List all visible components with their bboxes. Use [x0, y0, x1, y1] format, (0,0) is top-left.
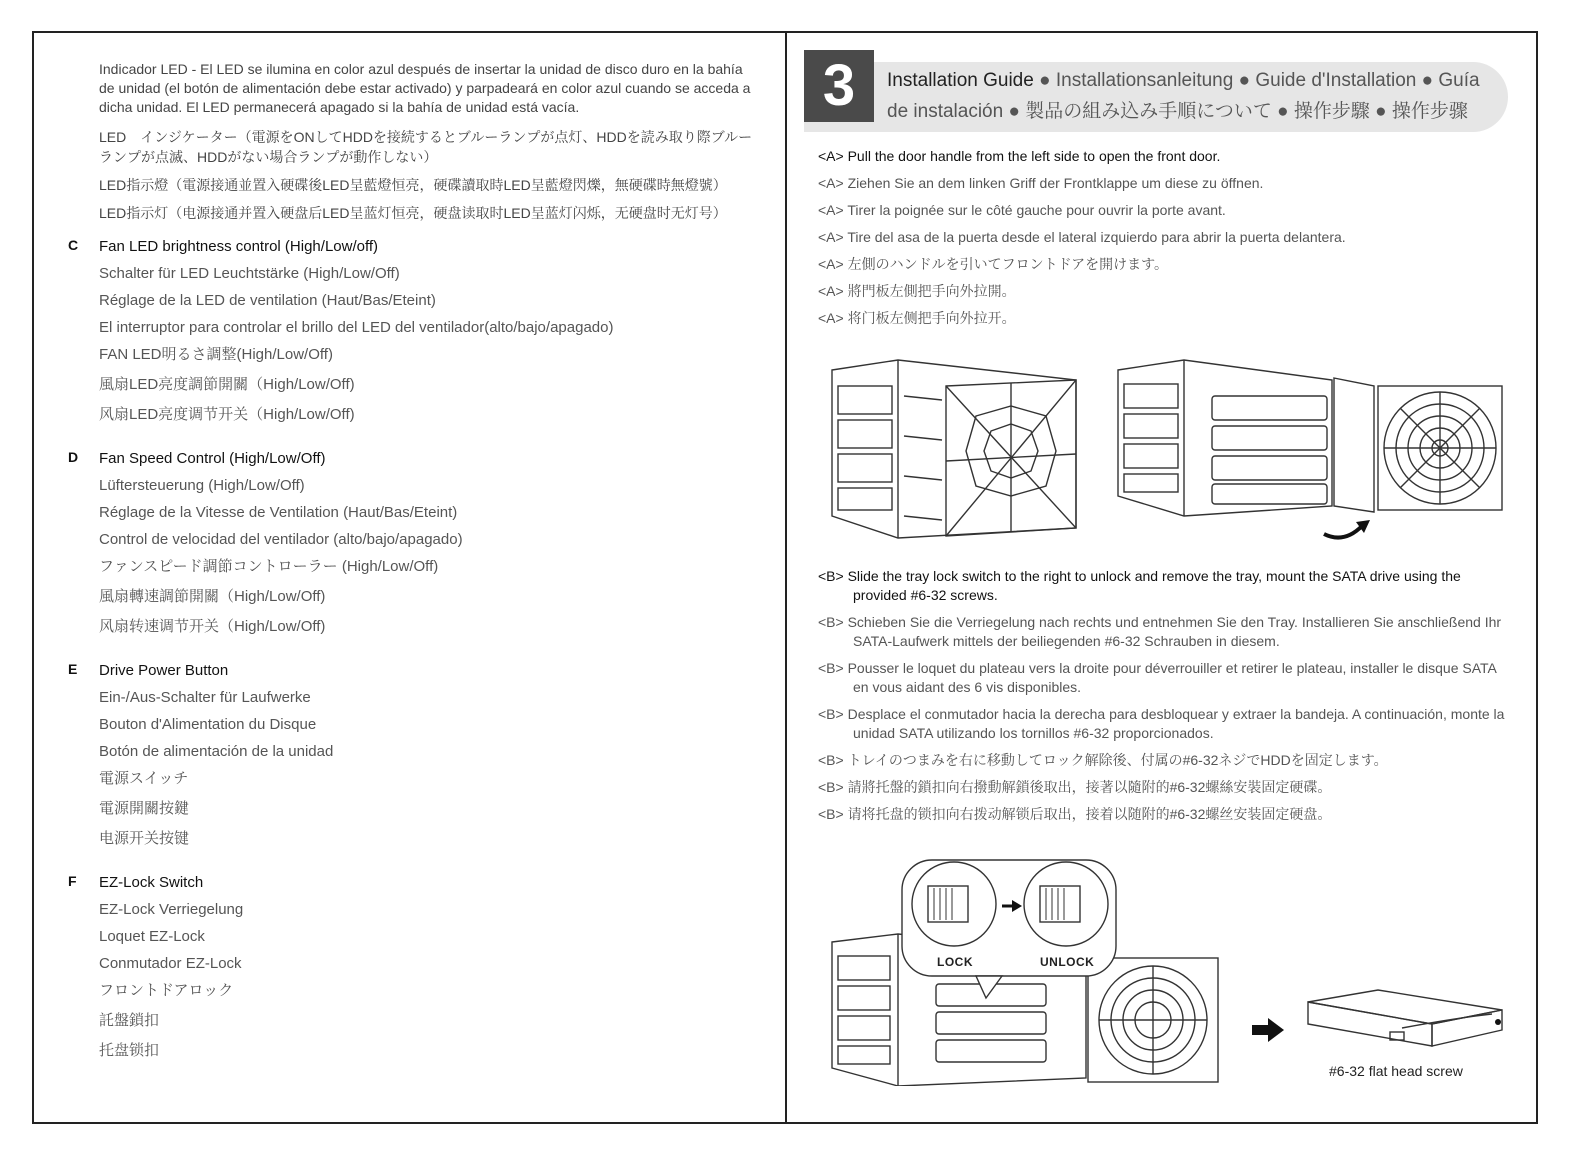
step-banner	[804, 50, 1508, 132]
section-heading: Fan Speed Control (High/Low/Off)	[99, 450, 326, 467]
led-text-es: Indicador LED - El LED se ilumina en color azul después de insertar la unidad de disco duro en la bahía de unidad (el botón de alimentación debe estar activado) y parpadeará en color azul cuando se acceda a dicha unidad. El LED permanecerá apagado si la bahía de unidad está vacía.	[99, 61, 751, 115]
section-letter: D	[68, 449, 79, 465]
led-indicator-block	[99, 60, 762, 223]
section-letter: E	[68, 661, 78, 677]
instruction-a-zh-cn: <A> 将门板左侧把手向外拉开。	[818, 310, 1016, 326]
screw-caption: #6-32 flat head screw	[1329, 1063, 1463, 1079]
instruction-a-es: <A> Tire del asa de la puerta desde el lateral izquierdo para abrir la puerta delantera.	[818, 229, 1346, 245]
section-line-zh-tw: 電源開關按鍵	[99, 800, 190, 817]
instruction-b-es: <B> Desplace el conmutador hacia la derecha para desbloquear y extraer la bandeja. A continuación, monte la unidad SATA utilizando los tornillos #6-32 proporcionados.	[818, 706, 1505, 741]
section-line-de: Lüftersteuerung (High/Low/Off)	[99, 477, 305, 494]
section-line-zh-tw: 風扇LED亮度調節開關（High/Low/Off)	[99, 376, 355, 393]
instruction-b-zh-tw: <B> 請將托盤的鎖扣向右撥動解鎖後取出，接著以隨附的#6-32螺絲安裝固定硬碟。	[818, 779, 1332, 795]
sata-drive-tray-illustration	[1306, 988, 1506, 1056]
section-line-de: EZ-Lock Verriegelung	[99, 901, 244, 918]
arrow-right-icon	[1252, 1018, 1284, 1042]
section-line-de: Ein-/Aus-Schalter für Laufwerke	[99, 689, 311, 706]
instructions-b	[818, 567, 1508, 832]
section-line-ja: フロントドアロック	[99, 982, 234, 999]
instruction-a-de: <A> Ziehen Sie an dem linken Griff der Frontklappe um diese zu öffnen.	[818, 175, 1264, 191]
section-heading: Drive Power Button	[99, 662, 229, 679]
tray-lock-illustration	[826, 858, 1220, 1086]
section-line-zh-cn: 风扇转速调节开关（High/Low/Off)	[99, 618, 326, 635]
section-line-zh-cn: 托盘锁扣	[99, 1042, 160, 1059]
section-line-ja: FAN LED明るさ調整(High/Low/Off)	[99, 346, 333, 363]
section-line-fr: Bouton d'Alimentation du Disque	[99, 716, 317, 733]
instruction-b-fr: <B> Pousser le loquet du plateau vers la droite pour déverrouiller et retirer le plateau, installer le disque SATA en vous aidant des 6 vis disponibles.	[818, 660, 1497, 695]
section-line-fr: Loquet EZ-Lock	[99, 928, 205, 945]
section-line-es: Botón de alimentación de la unidad	[99, 743, 334, 760]
led-text-zh-cn: LED指示灯（电源接通并置入硬盘后LED呈蓝灯恒亮，硬盘读取时LED呈蓝灯闪烁，无硬盘时无灯号）	[99, 205, 727, 221]
section-line-zh-cn: 风扇LED亮度调节开关（High/Low/Off)	[99, 406, 355, 423]
instruction-b-en: <B> Slide the tray lock switch to the right to unlock and remove the tray, mount the SATA drive using the provided #6-32 screws.	[818, 568, 1461, 603]
section-line-es: Control de velocidad del ventilador (alto/bajo/apagado)	[99, 531, 463, 548]
section-line-zh-cn: 电源开关按键	[99, 830, 190, 847]
drive-cage-closed-illustration	[826, 356, 1082, 542]
instructions-a	[818, 147, 1508, 336]
led-text-ja: LED インジケーター（電源をONしてHDDを接続するとブルーランプが点灯、HDDを読み取り際ブルーランプが点滅、HDDがない場合ランプが動作しない）	[99, 129, 753, 165]
drive-cage-open-door-illustration	[1112, 356, 1507, 548]
section-letter: C	[68, 237, 79, 253]
instruction-b-de: <B> Schieben Sie die Verriegelung nach rechts und entnehmen Sie den Tray. Installieren Sie anschließend Ihr SATA-Laufwerk mittels der beiliegenden #6-32 Schrauben in diesem.	[818, 614, 1502, 649]
section-line-fr: Réglage de la Vitesse de Ventilation (Haut/Bas/Eteint)	[99, 504, 458, 521]
instruction-b-zh-cn: <B> 请将托盘的锁扣向右拨动解锁后取出，接着以随附的#6-32螺丝安装固定硬盘。	[818, 806, 1332, 822]
instruction-a-zh-tw: <A> 將門板左側把手向外拉開。	[818, 283, 1016, 299]
section-line-fr: Réglage de la LED de ventilation (Haut/Bas/Eteint)	[99, 292, 436, 309]
section-d-fan-speed	[62, 449, 762, 647]
section-line-es: El interruptor para controlar el brillo del LED del ventilador(alto/bajo/apagado)	[99, 319, 614, 336]
step-number: 3	[804, 50, 874, 122]
step-title-translations: ● Installationsanleitung ● Guide d'Installation ● Guía de instalación ● 製品の組み込み手順について ● 操作步驟 ● 操作步骤	[887, 70, 1480, 122]
instruction-b-ja: <B> トレイのつまみを右に移動してロック解除後、付属の#6-32ネジでHDDを固定します。	[818, 752, 1388, 768]
step-title	[887, 65, 1497, 127]
step-title-en: Installation Guide	[887, 70, 1034, 91]
section-line-es: Conmutador EZ-Lock	[99, 955, 242, 972]
section-heading: EZ-Lock Switch	[99, 874, 204, 891]
section-c-fan-led	[62, 237, 762, 435]
section-f-ez-lock	[62, 873, 762, 1071]
instruction-a-en: <A> Pull the door handle from the left side to open the front door.	[818, 148, 1221, 164]
section-letter: F	[68, 873, 77, 889]
left-column	[62, 60, 762, 1071]
column-divider	[785, 31, 787, 1124]
instruction-a-fr: <A> Tirer la poignée sur le côté gauche pour ouvrir la porte avant.	[818, 202, 1226, 218]
section-line-zh-tw: 風扇轉速調節開關（High/Low/Off)	[99, 588, 326, 605]
lock-label: LOCK	[937, 955, 973, 969]
section-line-ja: 電源スイッチ	[99, 770, 189, 787]
section-line-de: Schalter für LED Leuchtstärke (High/Low/Off)	[99, 265, 400, 282]
section-heading: Fan LED brightness control (High/Low/off)	[99, 238, 379, 255]
section-e-power-button	[62, 661, 762, 859]
unlock-label: UNLOCK	[1040, 955, 1095, 969]
section-line-ja: ファンスピード調節コントローラー (High/Low/Off)	[99, 558, 439, 575]
led-text-zh-tw: LED指示燈（電源接通並置入硬碟後LED呈藍燈恒亮，硬碟讀取時LED呈藍燈閃爍，無硬碟時無燈號）	[99, 177, 727, 193]
section-line-zh-tw: 託盤鎖扣	[99, 1012, 160, 1029]
instruction-a-ja: <A> 左側のハンドルを引いてフロントドアを開けます。	[818, 256, 1169, 272]
